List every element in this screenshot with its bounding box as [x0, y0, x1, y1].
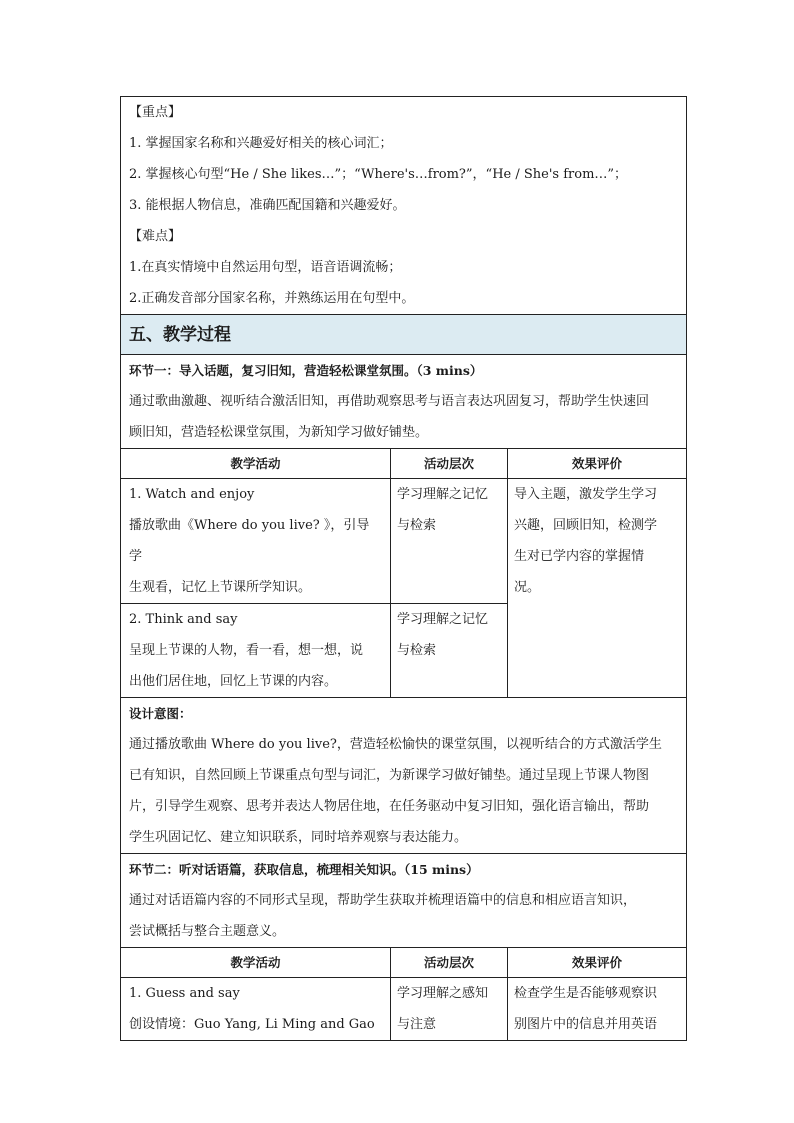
evaluation-line: 况。	[514, 580, 541, 595]
key-point-item: 3. 能根据人物信息，准确匹配国籍和兴趣爱好。	[129, 198, 406, 213]
design-intent-block	[121, 698, 686, 854]
activity-line: 2. Think and say	[129, 612, 238, 627]
section-title: 五、教学过程	[121, 315, 686, 355]
level-line: 与检索	[397, 643, 437, 658]
activity-line: 1. Watch and enjoy	[129, 487, 255, 502]
level-line: 学习理解之记忆	[397, 612, 489, 627]
design-intent-heading: 设计意图：	[129, 706, 192, 721]
stage2-desc-line: 尝试概括与整合主题意义。	[129, 924, 286, 939]
column-header-level: 活动层次	[391, 449, 508, 479]
stage1-activity-table	[121, 449, 686, 698]
level-cell	[391, 604, 508, 697]
stage2-title: 环节二：听对话语篇，获取信息，梳理相关知识。（15 mins）	[129, 862, 479, 877]
stage2-activity-table	[121, 948, 686, 1041]
column-header-evaluation: 效果评价	[508, 449, 686, 479]
difficult-points-heading: 【难点】	[129, 229, 182, 244]
evaluation-line: 检查学生是否能够观察识	[514, 986, 658, 1001]
evaluation-cell	[508, 978, 686, 1040]
key-point-item: 1. 掌握国家名称和兴趣爱好相关的核心词汇；	[129, 136, 393, 151]
design-intent-line: 已有知识，自然回顾上节课重点句型与词汇，为新课学习做好铺垫。通过呈现上节课人物图	[129, 768, 650, 783]
evaluation-line: 兴趣，回顾旧知，检测学	[514, 518, 658, 533]
activity-line: 出他们居住地，回忆上节课的内容。	[129, 674, 338, 689]
difficult-point-item: 1.在真实情境中自然运用句型，语音语调流畅；	[129, 260, 402, 275]
level-cell	[391, 978, 508, 1040]
evaluation-cell	[508, 479, 686, 697]
level-cell	[391, 479, 508, 604]
level-line: 与注意	[397, 1017, 437, 1032]
level-line: 学习理解之记忆	[397, 487, 489, 502]
evaluation-line: 生对已学内容的掌握情	[514, 549, 645, 564]
activity-line: 创设情境：Guo Yang, Li Ming and Gao	[129, 1017, 375, 1032]
design-intent-line: 通过播放歌曲 Where do you live?，营造轻松愉快的课堂氛围，以视听结合的方式激活学生	[129, 737, 662, 752]
design-intent-line: 学生巩固记忆、建立知识联系，同时培养观察与表达能力。	[129, 830, 468, 845]
activity-cell	[121, 978, 391, 1040]
column-header-activity: 教学活动	[121, 948, 391, 978]
stage1-desc-line: 通过歌曲激趣、视听结合激活旧知，再借助观察思考与语言表达巩固复习，帮助学生快速回	[129, 394, 650, 409]
key-point-item: 2. 掌握核心句型“He / She likes…”；“Where's…from?”，“He / She's from…”；	[129, 167, 628, 182]
column-header-evaluation: 效果评价	[508, 948, 686, 978]
difficult-point-item: 2.正确发音部分国家名称，并熟练运用在句型中。	[129, 291, 415, 306]
level-line: 学习理解之感知	[397, 986, 489, 1001]
key-points-block	[121, 97, 686, 315]
column-header-level: 活动层次	[391, 948, 508, 978]
stage1-intro	[121, 355, 686, 449]
activity-line: 1. Guess and say	[129, 986, 240, 1001]
activity-cell	[121, 479, 391, 604]
lesson-plan-table	[120, 96, 687, 1041]
column-header-activity: 教学活动	[121, 449, 391, 479]
activity-cell	[121, 604, 391, 697]
activity-line: 生观看，记忆上节课所学知识。	[129, 580, 312, 595]
design-intent-line: 片，引导学生观察、思考并表达人物居住地，在任务驱动中复习旧知，强化语言输出，帮助	[129, 799, 650, 814]
level-line: 与检索	[397, 518, 437, 533]
key-points-heading: 【重点】	[129, 105, 182, 120]
stage2-desc-line: 通过对话语篇内容的不同形式呈现，帮助学生获取并梳理语篇中的信息和相应语言知识，	[129, 893, 637, 908]
stage1-title: 环节一：导入话题，复习旧知，营造轻松课堂氛围。（3 mins）	[129, 363, 483, 378]
stage2-intro	[121, 854, 686, 948]
stage1-desc-line: 顾旧知，营造轻松课堂氛围，为新知学习做好铺垫。	[129, 425, 429, 440]
activity-line: 呈现上节课的人物，看一看，想一想，说	[129, 643, 364, 658]
activity-line: 播放歌曲《Where do you live? 》，引导学	[129, 518, 370, 564]
evaluation-line: 导入主题，激发学生学习	[514, 487, 658, 502]
evaluation-line: 别图片中的信息并用英语	[514, 1017, 658, 1032]
